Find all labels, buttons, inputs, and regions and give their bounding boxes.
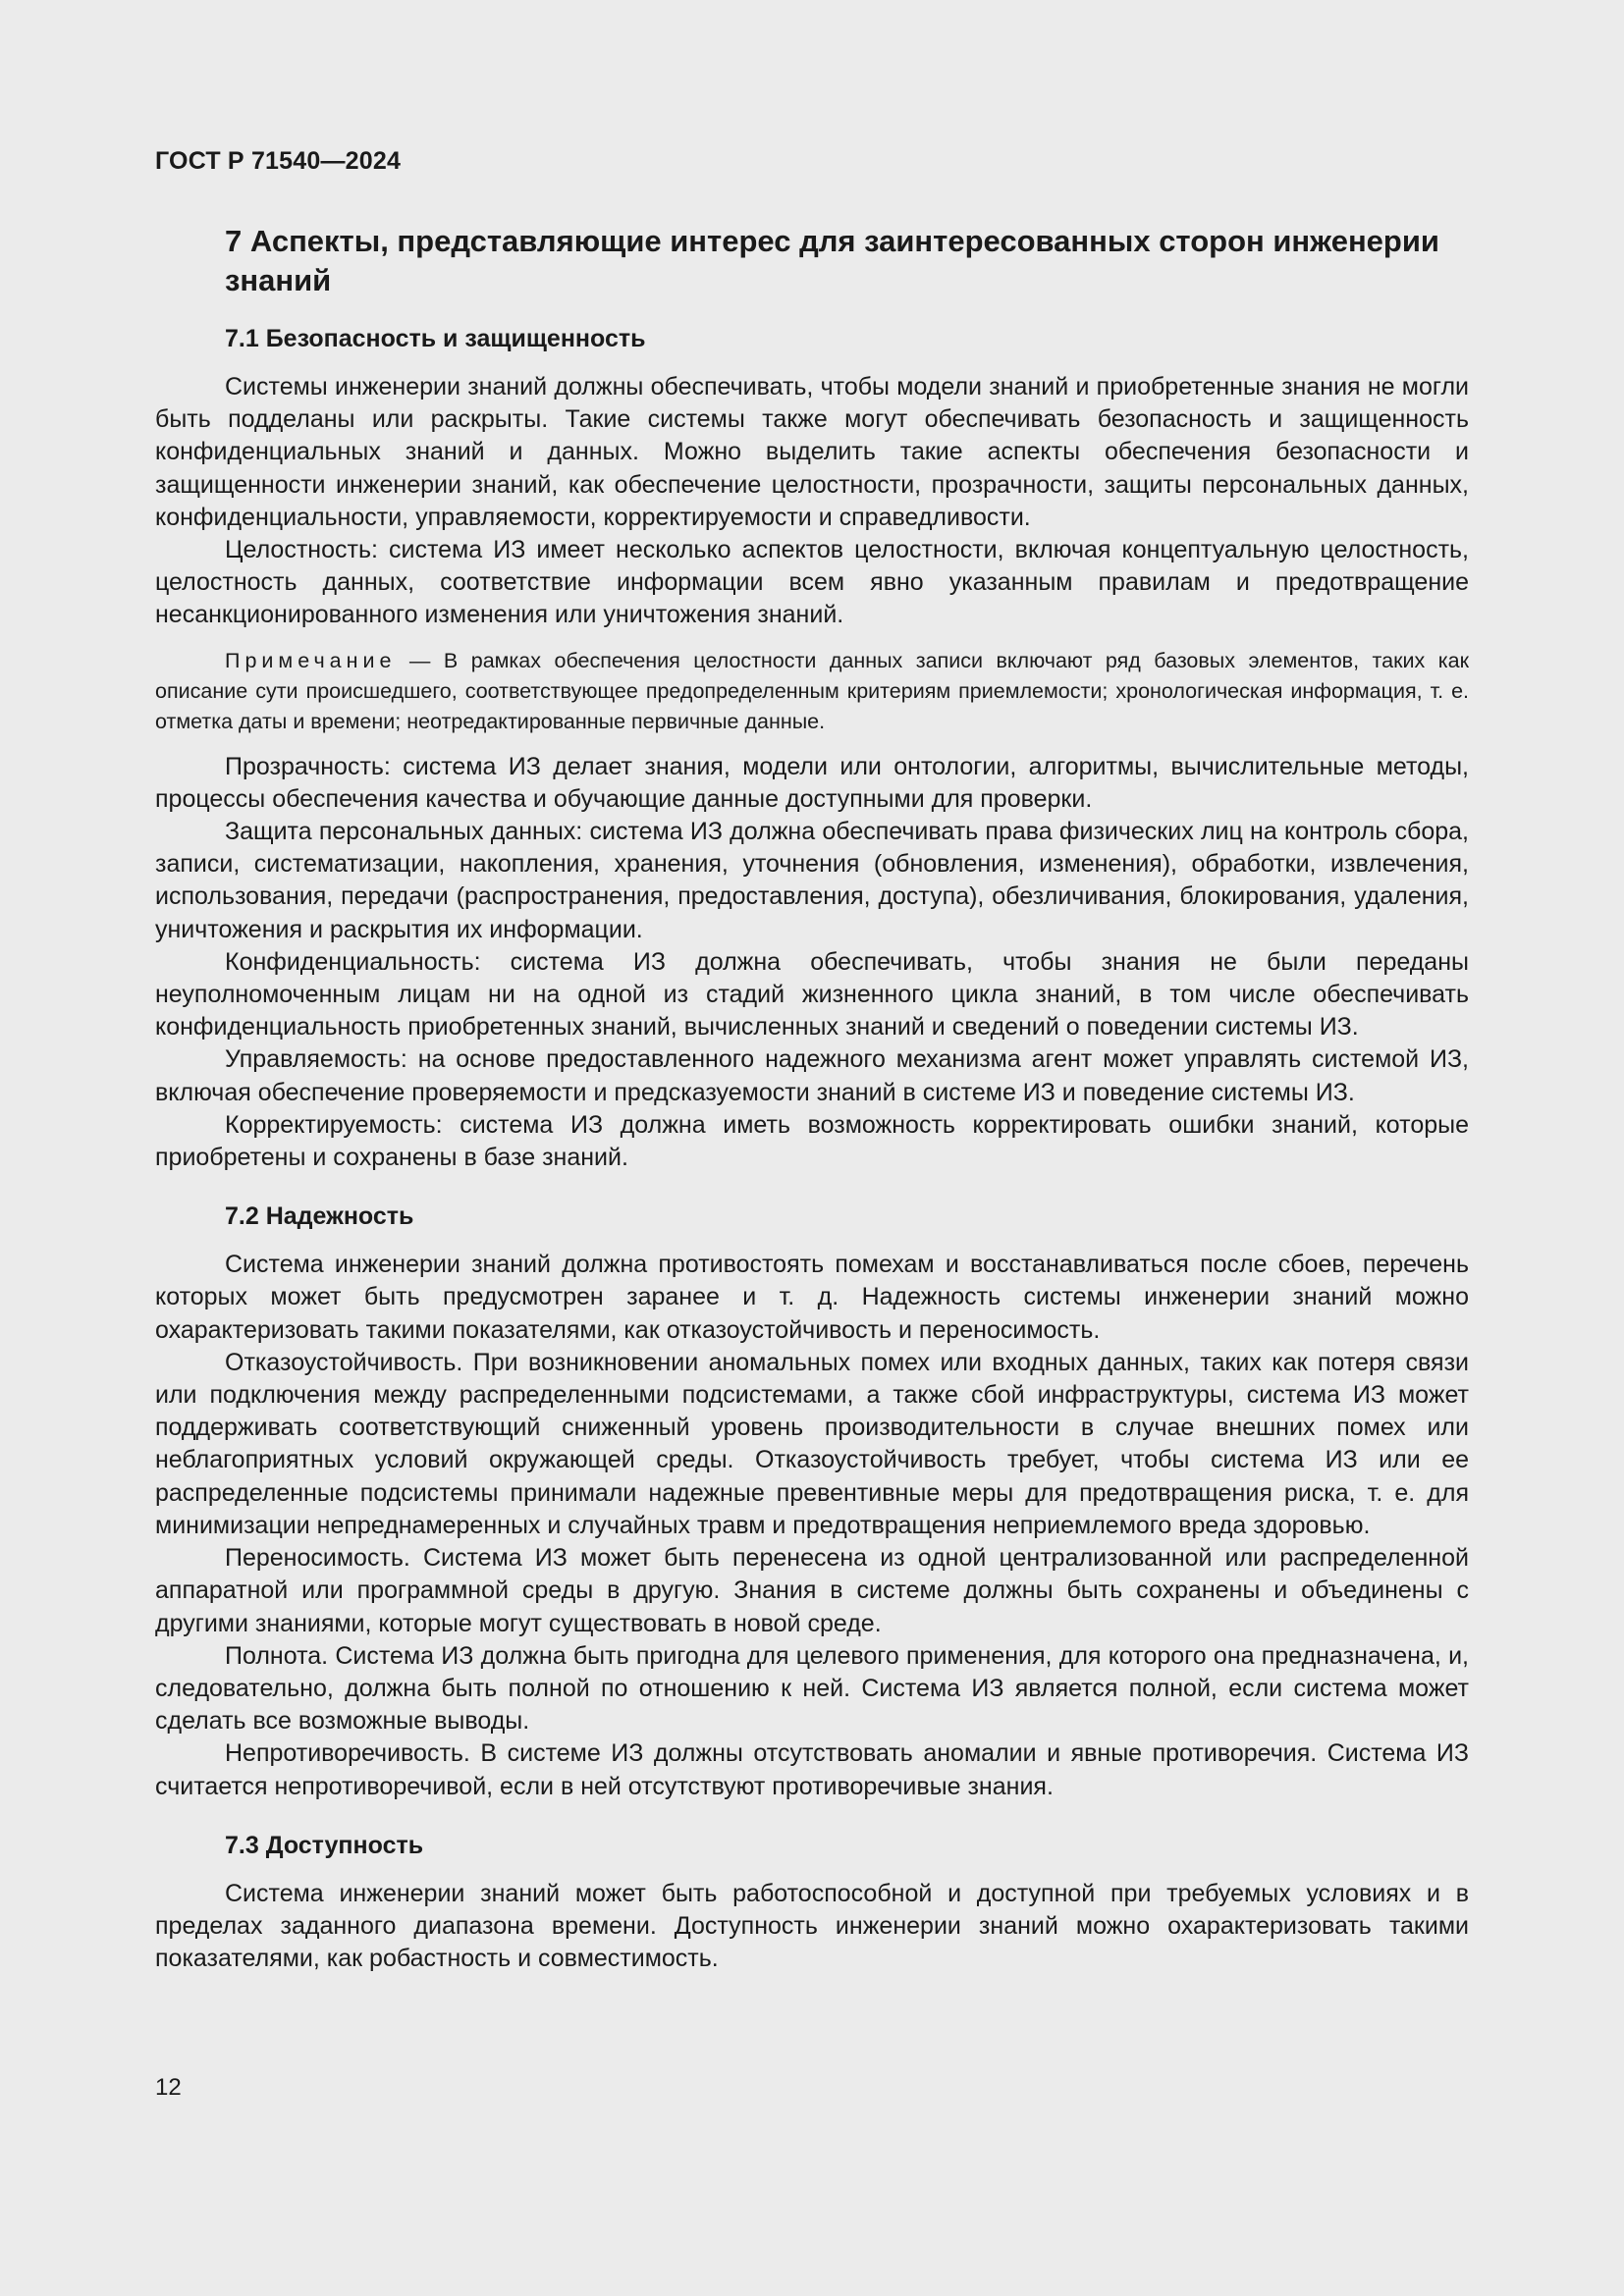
paragraph: Управляемость: на основе предоставленного надежного механизма агент может управлять системой ИЗ, включая обеспечение проверяемости и предсказуемости знаний в системе ИЗ и поведение системы ИЗ. [155, 1045, 1469, 1106]
document-code-header: ГОСТ Р 71540—2024 [155, 147, 402, 175]
subsection-7-2-title: 7.2 Надежность [225, 1202, 414, 1231]
paragraph: Система инженерии знаний может быть работоспособной и доступной при требуемых условиях и в пределах заданного диапазона времени. Доступность инженерии знаний можно охарактеризовать такими показателями, как робастность и совместимость. [155, 1879, 1469, 1973]
subsection-7-3-title: 7.3 Доступность [225, 1831, 424, 1859]
section-7-title: 7 Аспекты, представляющие интерес для заинтересованных сторон инженерии знаний [225, 224, 1439, 297]
paragraph: Полнота. Система ИЗ должна быть пригодна для целевого применения, для которого она предназначена, и, следовательно, должна быть полной по отношению к ней. Система ИЗ является полной, если система может сделать все возможные выводы. [155, 1641, 1469, 1735]
paragraph: Корректируемость: система ИЗ должна иметь возможность корректировать ошибки знаний, которые приобретены и сохранены в базе знаний. [155, 1110, 1469, 1172]
paragraph: Системы инженерии знаний должны обеспечивать, чтобы модели знаний и приобретенные знания не могли быть подделаны или раскрыты. Такие системы также могут обеспечивать безопасность и защищенность конфиденциальных знаний и данных. Можно выделить такие аспекты обеспечения безопасности и защищенности инженерии знаний, как обеспечение целостности, прозрачности, защиты персональных данных, конфиденциальности, управляемости, корректируемости и справедливости. [155, 373, 1469, 531]
paragraph: Целостность: система ИЗ имеет несколько аспектов целостности, включая концептуальную целостность, целостность данных, соответствие информации всем явно указанным правилам и предотвращение несанкционированного изменения или уничтожения знаний. [155, 536, 1469, 629]
paragraph: Непротиворечивость. В системе ИЗ должны отсутствовать аномалии и явные противоречия. Система ИЗ считается непротиворечивой, если в ней отсутствуют противоречивые знания. [155, 1739, 1469, 1800]
note-label: Примечание [225, 648, 397, 672]
paragraph: Переносимость. Система ИЗ может быть перенесена из одной централизованной или распределенной аппаратной или программной среды в другую. Знания в системе должны быть сохранены и объединены с другими знаниями, которые могут существовать в новой среде. [155, 1544, 1469, 1637]
document-body [155, 222, 1469, 1975]
page-number: 12 [155, 2074, 182, 2101]
subsection-7-1-title: 7.1 Безопасность и защищенность [225, 325, 646, 352]
paragraph: Конфиденциальность: система ИЗ должна обеспечивать, чтобы знания не были переданы неуполномоченным лицам ни на одной из стадий жизненного цикла знаний, в том числе обеспечивать конфиденциальность приобретенных знаний, вычисленных знаний и сведений о поведении системы ИЗ. [155, 947, 1469, 1041]
note-text: — В рамках обеспечения целостности данных записи включают ряд базовых элементов, таких как описание сути происшедшего, соответствующее предопределенным критериям приемлемости; хронологическая информация, т. е. отметка даты и времени; неотредактированные первичные данные. [155, 648, 1469, 733]
paragraph: Прозрачность: система ИЗ делает знания, модели или онтологии, алгоритмы, вычислительные методы, процессы обеспечения качества и обучающие данные доступными для проверки. [155, 752, 1469, 813]
paragraph: Отказоустойчивость. При возникновении аномальных помех или входных данных, таких как потеря связи или подключения между распределенными подсистемами, а также сбой инфраструктуры, система ИЗ может поддерживать соответствующий сниженный уровень производительности в случае внешних помех или неблагоприятных условий окружающей среды. Отказоустойчивость требует, чтобы система ИЗ или ее распределенные подсистемы принимали надежные превентивные меры для предотвращения риска, т. е. для минимизации непреднамеренных и случайных травм и предотвращения неприемлемого вреда здоровью. [155, 1348, 1469, 1539]
paragraph: Система инженерии знаний должна противостоять помехам и восстанавливаться после сбоев, перечень которых может быть предусмотрен заранее и т. д. Надежность системы инженерии знаний можно охарактеризовать такими показателями, как отказоустойчивость и переносимость. [155, 1251, 1469, 1344]
paragraph: Защита персональных данных: система ИЗ должна обеспечивать права физических лиц на контроль сбора, записи, систематизации, накопления, хранения, уточнения (обновления, изменения), обработки, извлечения, использования, передачи (распространения, предоставления, доступа), обезличивания, блокирования, удаления, уничтожения и раскрытия их информации. [155, 818, 1469, 943]
note [155, 646, 1469, 737]
